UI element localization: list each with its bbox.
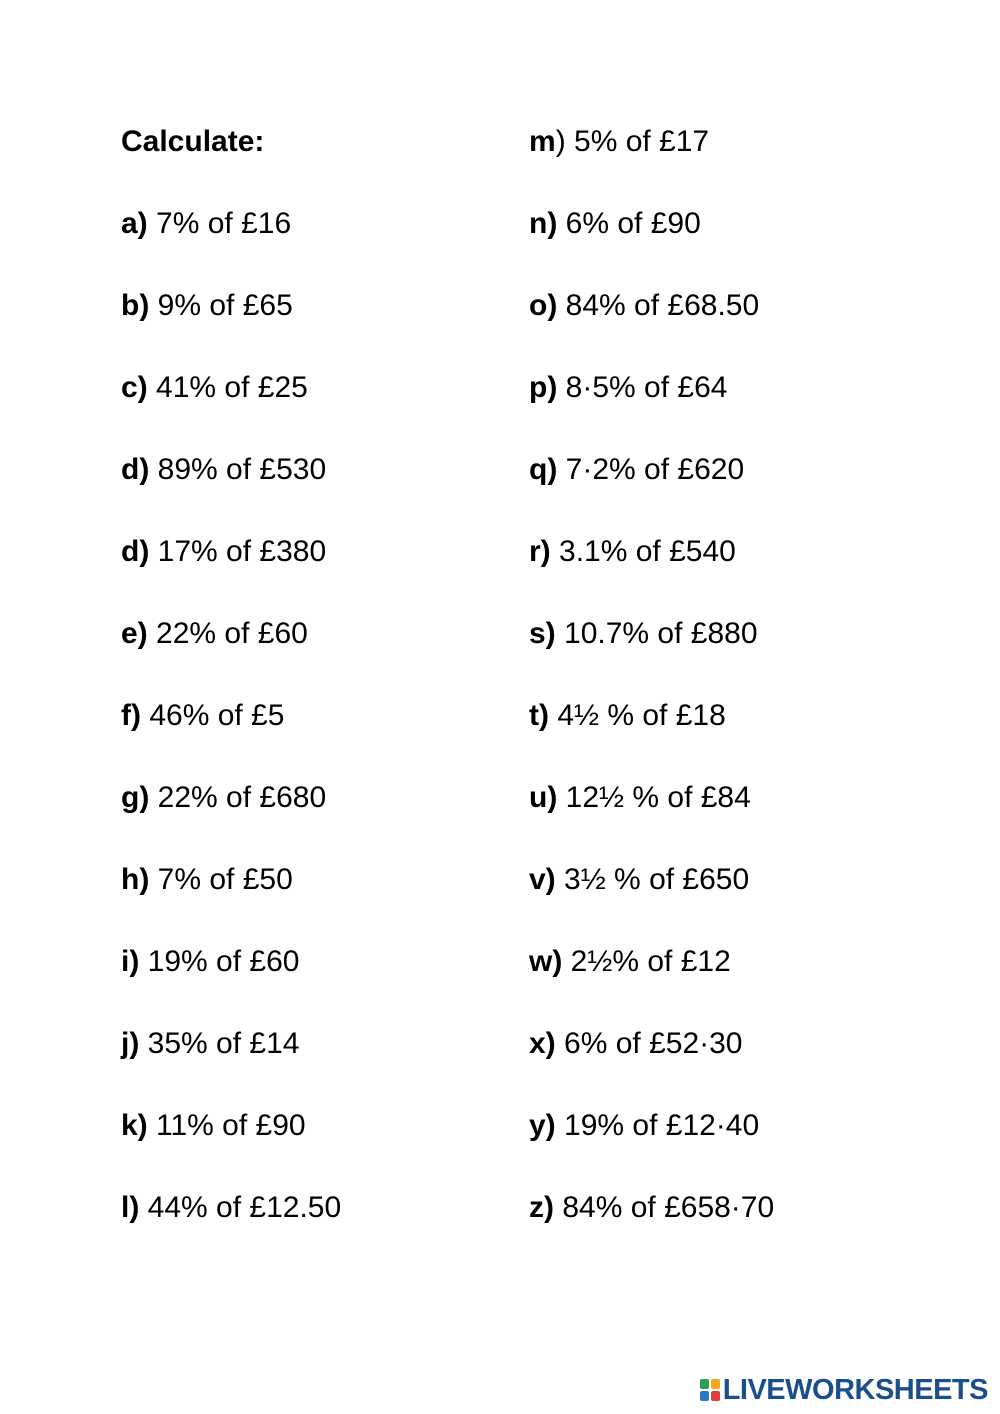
question-item — [529, 532, 774, 614]
question-item — [121, 204, 341, 286]
logo-square — [700, 1391, 709, 1401]
question-label: e) — [121, 617, 148, 650]
question-label: d) — [121, 453, 150, 486]
question-label: w) — [529, 945, 563, 978]
question-item — [121, 1024, 341, 1106]
question-text: 12½ % of £84 — [557, 781, 751, 814]
question-item — [529, 614, 774, 696]
question-label: d) — [121, 535, 150, 568]
question-text: 19% of £12·40 — [555, 1109, 760, 1142]
question-label: x) — [529, 1027, 556, 1060]
question-item — [529, 778, 774, 860]
question-text: 7·2% of £620 — [557, 453, 745, 486]
question-item — [121, 696, 341, 778]
question-item — [121, 532, 341, 614]
question-text: 22% of £60 — [147, 617, 308, 650]
question-label: u) — [529, 781, 558, 814]
question-text: 89% of £530 — [149, 453, 327, 486]
question-text: 11% of £90 — [147, 1109, 306, 1142]
question-label: s) — [529, 617, 556, 650]
question-item — [121, 1188, 341, 1270]
question-item — [121, 1106, 341, 1188]
question-item — [121, 368, 341, 450]
question-item — [529, 860, 774, 942]
question-text: 41% of £25 — [147, 371, 308, 404]
heading-text: Calculate: — [121, 125, 265, 158]
question-item — [121, 860, 341, 942]
question-item — [121, 450, 341, 532]
liveworksheets-icon — [699, 1378, 721, 1402]
question-label: p) — [529, 371, 558, 404]
logo-square — [711, 1391, 720, 1401]
question-text: 3.1% of £540 — [550, 535, 736, 568]
question-text: 8·5% of £64 — [557, 371, 728, 404]
question-text: 22% of £680 — [149, 781, 327, 814]
question-text: 4½ % of £18 — [548, 699, 726, 732]
question-text: 7% of £16 — [147, 207, 292, 240]
question-item — [529, 286, 774, 368]
question-text: 84% of £68.50 — [557, 289, 760, 322]
question-label: r) — [529, 535, 551, 568]
question-label: b) — [121, 289, 150, 322]
question-item — [121, 778, 341, 860]
question-item — [529, 1188, 774, 1270]
question-item — [529, 942, 774, 1024]
question-text: 9% of £65 — [149, 289, 293, 322]
question-text: 35% of £14 — [139, 1027, 300, 1060]
question-text: 3½ % of £650 — [555, 863, 750, 896]
question-label: z) — [529, 1191, 554, 1224]
question-label: f) — [121, 699, 141, 732]
question-label: o) — [529, 289, 558, 322]
question-label: i) — [121, 945, 140, 978]
question-text: 10.7% of £880 — [555, 617, 758, 650]
question-label: a) — [121, 207, 148, 240]
question-item — [529, 204, 774, 286]
question-item — [529, 696, 774, 778]
brand-text: LIVEWORKSHEETS — [722, 1373, 988, 1406]
left-question-column — [121, 122, 341, 1270]
question-text: ) 5% of £17 — [555, 125, 710, 158]
question-text: 44% of £12.50 — [139, 1191, 342, 1224]
question-item — [529, 122, 774, 204]
question-label: v) — [529, 863, 556, 896]
question-text: 6% of £90 — [557, 207, 701, 240]
question-text: 7% of £50 — [149, 863, 293, 896]
question-item — [529, 1024, 774, 1106]
question-label: c) — [121, 371, 148, 404]
question-label: l) — [121, 1191, 140, 1224]
question-label: g) — [121, 781, 150, 814]
right-question-column — [529, 122, 774, 1270]
question-text: 17% of £380 — [149, 535, 327, 568]
question-label: y) — [529, 1109, 556, 1142]
question-item — [121, 942, 341, 1024]
question-label: n) — [529, 207, 558, 240]
question-label: k) — [121, 1109, 148, 1142]
question-label: q) — [529, 453, 558, 486]
question-item — [121, 614, 341, 696]
question-text: 19% of £60 — [139, 945, 300, 978]
question-item — [529, 1106, 774, 1188]
question-text: 2½% of £12 — [562, 945, 731, 978]
question-item — [529, 450, 774, 532]
logo-square — [700, 1379, 709, 1389]
question-label: h) — [121, 863, 150, 896]
question-label: j) — [121, 1027, 140, 1060]
question-label: m — [529, 125, 556, 158]
question-item — [121, 286, 341, 368]
question-text: 46% of £5 — [140, 699, 285, 732]
question-label: t) — [529, 699, 549, 732]
question-text: 6% of £52·30 — [555, 1027, 743, 1060]
liveworksheets-logo — [699, 1375, 988, 1405]
question-item — [529, 368, 774, 450]
worksheet-heading — [121, 122, 341, 204]
question-text: 84% of £658·70 — [554, 1191, 775, 1224]
logo-square — [711, 1379, 720, 1389]
